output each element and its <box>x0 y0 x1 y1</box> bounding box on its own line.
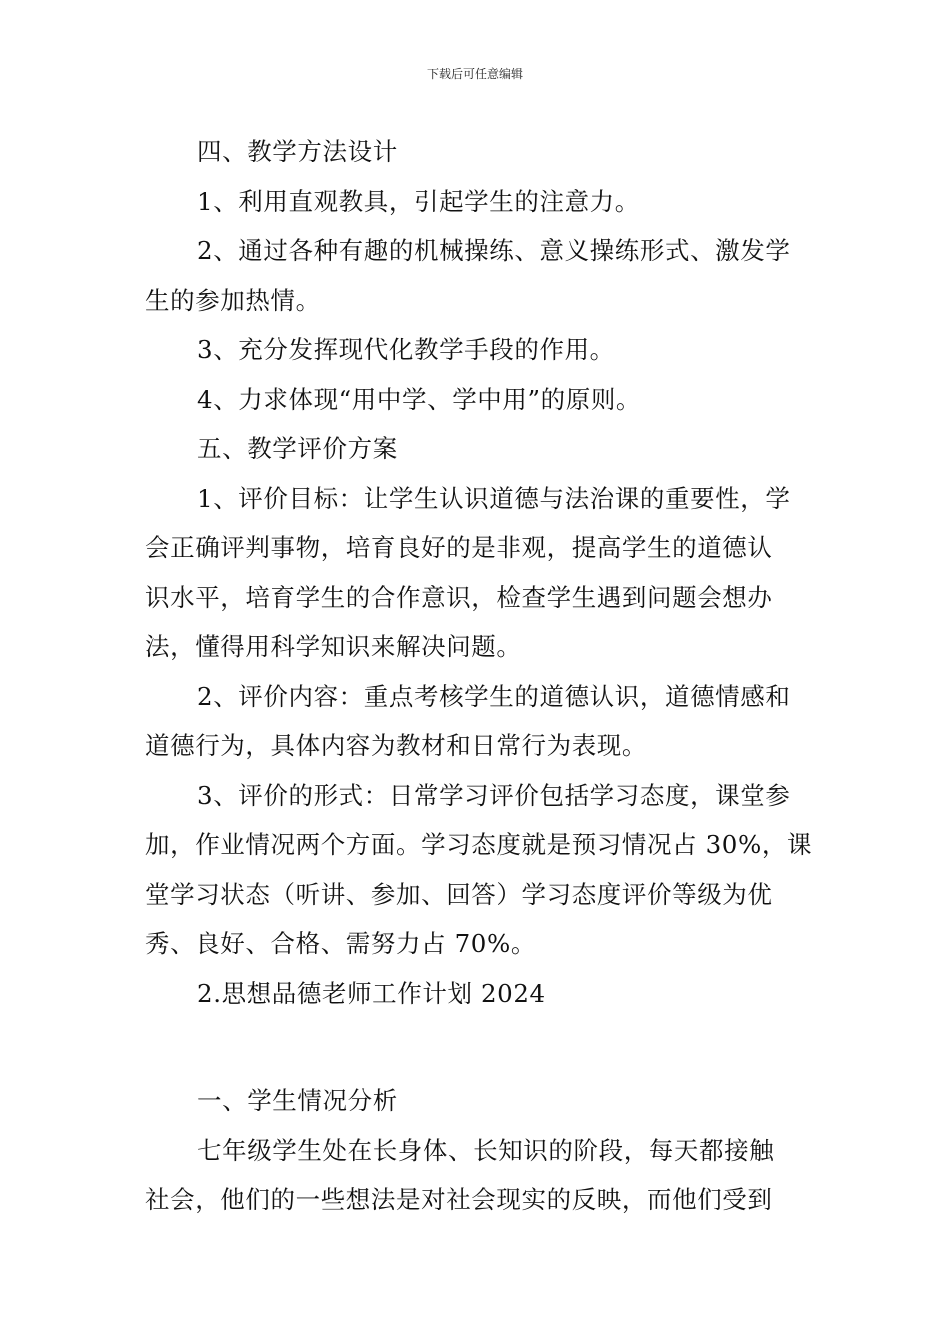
page-header-note: 下载后可任意编辑 <box>426 67 523 81</box>
paragraph-line: 七年级学生处在长身体、长知识的阶段，每天都接触 <box>197 1135 775 1165</box>
paragraph-line: 道德行为，具体内容为教材和日常行为表现。 <box>145 731 647 760</box>
document-body <box>145 127 813 1225</box>
paragraph-line: 1、评价目标：让学生认识道德与法治课的重要性，学 <box>197 483 791 513</box>
section-heading: 一、学生情况分析 <box>197 1086 398 1115</box>
paragraph-line: 3、评价的形式：日常学习评价包括学习态度，课堂参 <box>197 780 791 810</box>
paragraph-line: 2、通过各种有趣的机械操练、意义操练形式、激发学 <box>197 236 791 265</box>
paragraph-line: 识水平，培育学生的合作意识，检查学生遇到问题会想办 <box>145 582 773 612</box>
document-title: 2.思想品德老师工作计划 2024 <box>197 978 546 1008</box>
paragraph-line: 社会，他们的一些想法是对社会现实的反映，而他们受到 <box>145 1185 773 1214</box>
paragraph-line: 4、力求体现“用中学、学中用”的原则。 <box>197 384 642 414</box>
paragraph-line: 会正确评判事物，培育良好的是非观，提高学生的道德认 <box>145 533 773 562</box>
section-heading: 五、教学评价方案 <box>197 434 398 463</box>
paragraph-line: 3、充分发挥现代化教学手段的作用。 <box>197 335 615 364</box>
paragraph-line: 生的参加热情。 <box>145 285 321 315</box>
section-heading: 四、教学方法设计 <box>197 137 398 166</box>
blank-spacer <box>145 1018 810 1076</box>
paragraph-line: 加，作业情况两个方面。学习态度就是预习情况占 30%，课 <box>145 830 813 859</box>
paragraph-line: 2、评价内容：重点考核学生的道德认识，道德情感和 <box>197 681 791 711</box>
paragraph-line: 1、利用直观教具，引起学生的注意力。 <box>197 186 640 216</box>
paragraph-line: 秀、良好、合格、需努力占 70%。 <box>145 929 536 958</box>
paragraph-line: 法，懂得用科学知识来解决问题。 <box>145 632 522 661</box>
paragraph-line: 堂学习状态（听讲、参加、回答）学习态度评价等级为优 <box>145 879 773 909</box>
